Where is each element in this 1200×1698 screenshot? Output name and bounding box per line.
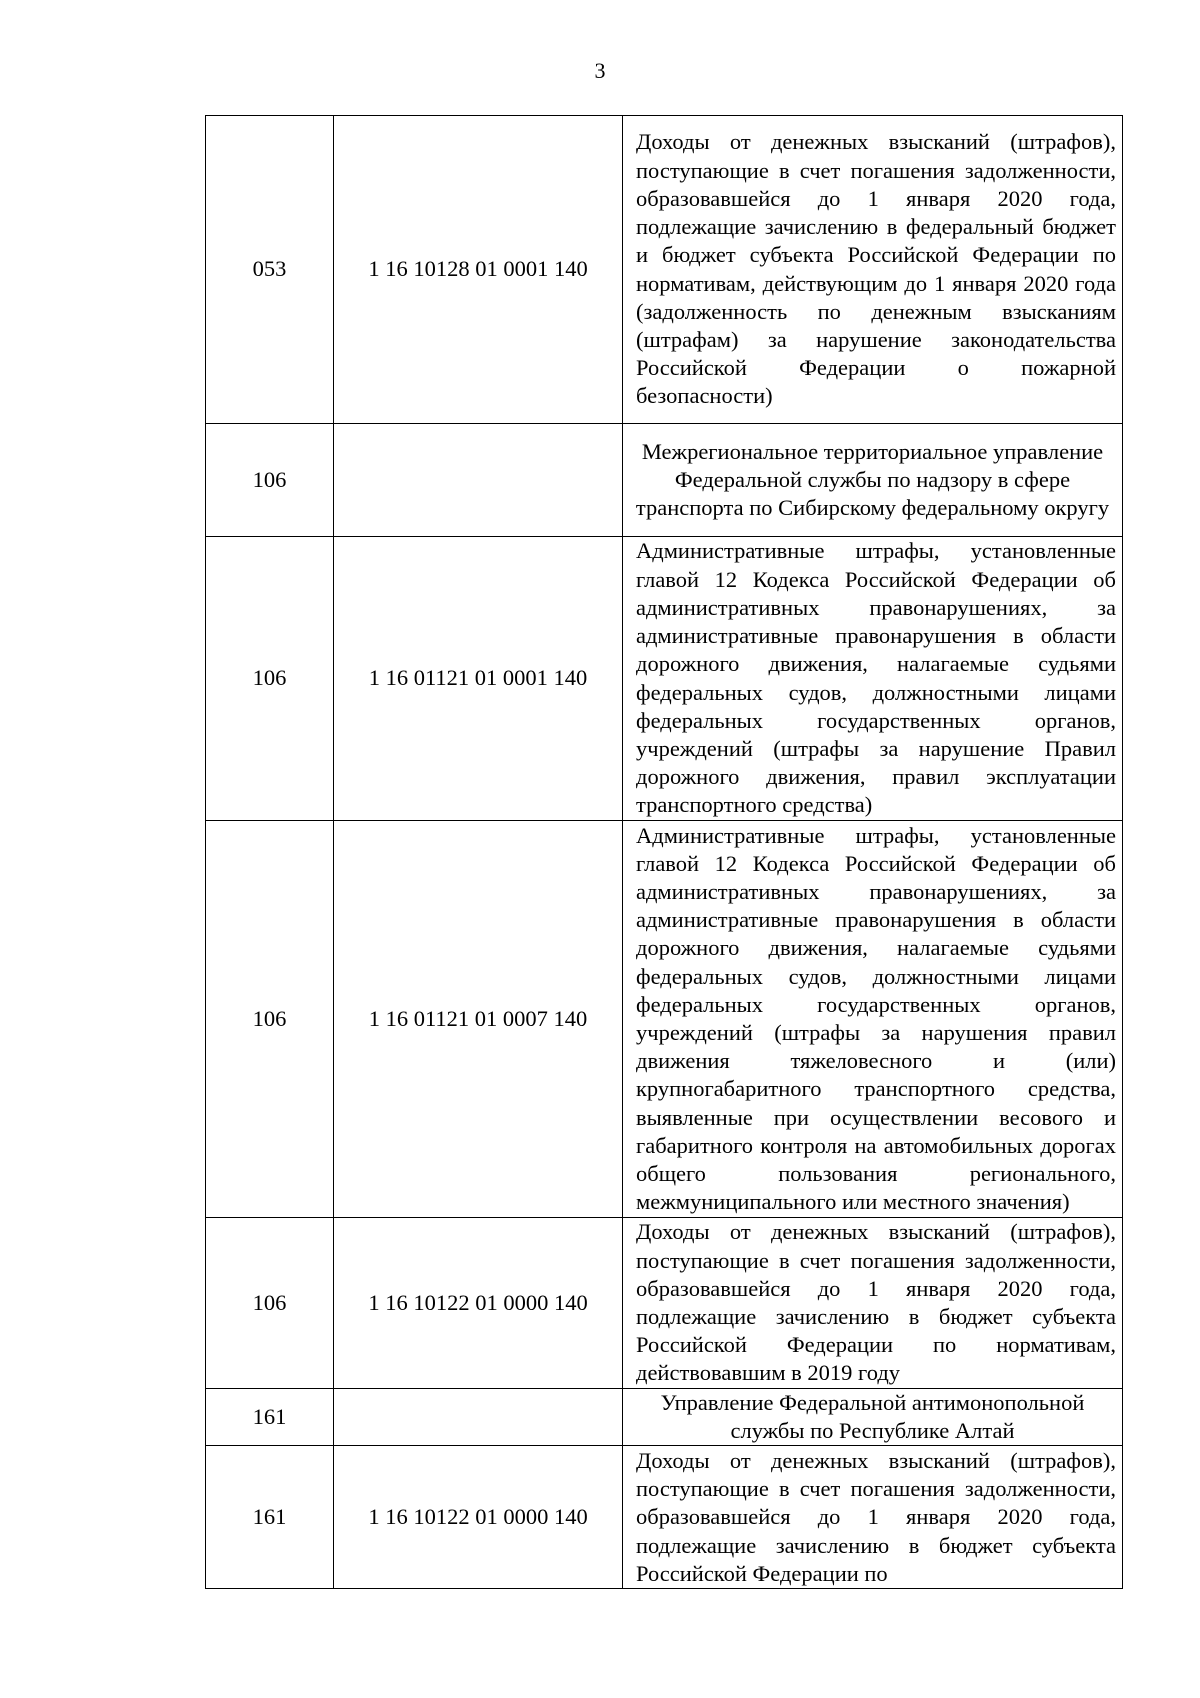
budget-classification-code-cell bbox=[334, 1389, 623, 1446]
income-name-text: Доходы от денежных взысканий (штрафов), поступающие в счет погашения задолженности, образовавшейся до 1 января 2020 года, подлежащие зачислению в бюджет субъекта Российской Федерации по bbox=[636, 1447, 1116, 1586]
income-name-cell bbox=[623, 116, 1123, 424]
income-name-cell bbox=[623, 1218, 1123, 1389]
table-row bbox=[206, 1218, 1123, 1389]
admin-code-cell: 106 bbox=[206, 424, 334, 537]
admin-code-cell: 161 bbox=[206, 1389, 334, 1446]
table-row bbox=[206, 821, 1123, 1218]
income-name-text: Доходы от денежных взысканий (штрафов), поступающие в счет погашения задолженности, образовавшейся до 1 января 2020 года, подлежащие зачислению в федеральный бюджет и бюджет субъекта Российской Федерации по нормативам, действующим до 1 января 2020 года (задолженность по денежным взысканиям (штрафам) за нарушение законодательства Российской Федерации о пожарной безопасности) bbox=[636, 129, 1116, 409]
admin-code-cell: 106 bbox=[206, 537, 334, 821]
admin-code-cell: 161 bbox=[206, 1446, 334, 1589]
budget-classification-code-cell bbox=[334, 424, 623, 537]
income-name-text: Административные штрафы, установленные главой 12 Кодекса Российской Федерации об административных правонарушениях, за административные правонарушения в области дорожного движения, налагаемые судьями федеральных судов, должностными лицами федеральных государственных органов, учреждений (штрафы за нарушения правил движения тяжеловесного и (или) крупногабаритного транспортного средства, выявленные при осуществлении весового и габаритного контроля на автомобильных дорогах общего пользования регионального, межмуниципального или местного значения) bbox=[636, 822, 1116, 1215]
budget-classification-code-cell: 1 16 10122 01 0000 140 bbox=[334, 1446, 623, 1589]
administrator-name-cell bbox=[623, 424, 1123, 537]
admin-code-cell: 106 bbox=[206, 821, 334, 1218]
budget-classification-code-cell: 1 16 10128 01 0001 140 bbox=[334, 116, 623, 424]
income-name-text: Административные штрафы, установленные главой 12 Кодекса Российской Федерации об административных правонарушениях, за административные правонарушения в области дорожного движения, налагаемые судьями федеральных судов, должностными лицами федеральных государственных органов, учреждений (штрафы за нарушение Правил дорожного движения, правил эксплуатации транспортного средства) bbox=[636, 538, 1116, 818]
page-number: 3 bbox=[594, 58, 606, 83]
administrator-name-cell bbox=[623, 1389, 1123, 1446]
administrator-name-text: Межрегиональное территориальное управление Федеральной службы по надзору в сфере транспорта по Сибирскому федеральному округу bbox=[635, 438, 1110, 521]
budget-classification-code-cell: 1 16 10122 01 0000 140 bbox=[334, 1218, 623, 1389]
table-row bbox=[206, 537, 1123, 821]
revenue-codes-table bbox=[205, 115, 1123, 1589]
table-row bbox=[206, 424, 1123, 537]
income-name-cell bbox=[623, 1446, 1123, 1589]
admin-code-cell: 053 bbox=[206, 116, 334, 424]
income-name-text: Доходы от денежных взысканий (штрафов), поступающие в счет погашения задолженности, образовавшейся до 1 января 2020 года, подлежащие зачислению в бюджет субъекта Российской Федерации по нормативам, действовавшим в 2019 году bbox=[636, 1219, 1116, 1386]
administrator-name-text: Управление Федеральной антимонопольной службы по Республике Алтай bbox=[660, 1390, 1085, 1444]
income-name-cell bbox=[623, 537, 1123, 821]
table-row bbox=[206, 116, 1123, 424]
budget-classification-code-cell: 1 16 01121 01 0001 140 bbox=[334, 537, 623, 821]
budget-classification-code-cell: 1 16 01121 01 0007 140 bbox=[334, 821, 623, 1218]
admin-code-cell: 106 bbox=[206, 1218, 334, 1389]
income-name-cell bbox=[623, 821, 1123, 1218]
table-row bbox=[206, 1389, 1123, 1446]
table-row bbox=[206, 1446, 1123, 1589]
